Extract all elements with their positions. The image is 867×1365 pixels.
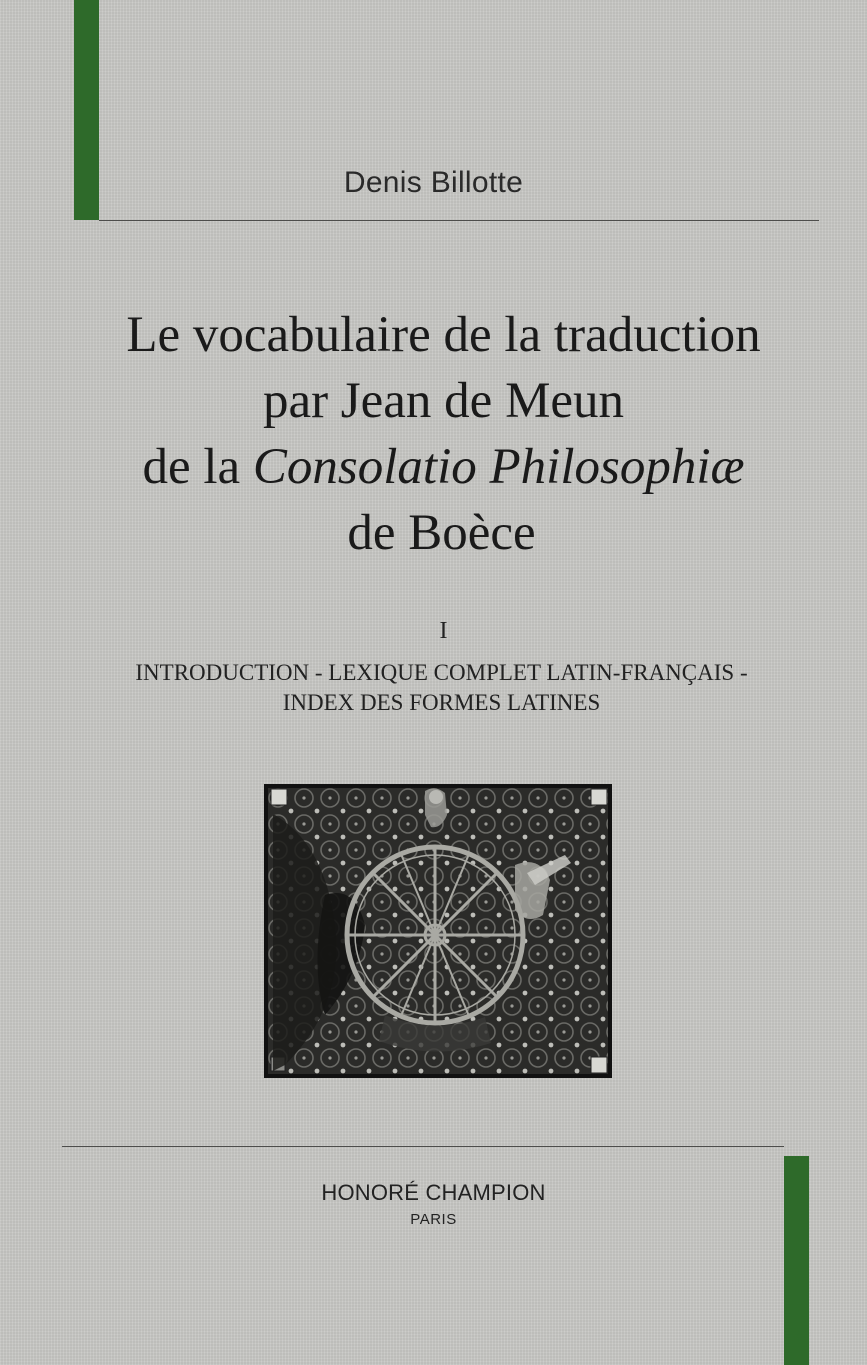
- book-title: [0, 302, 867, 566]
- title-line-3-italic: Consolatio Philosophiæ: [252, 439, 745, 495]
- wheel-of-fortune-illustration: [264, 784, 612, 1078]
- divider-bottom: [62, 1146, 784, 1147]
- volume-subtitle: [0, 658, 867, 718]
- subtitle-line-1: INTRODUCTION - LEXIQUE COMPLET LATIN-FRANÇAIS -: [135, 660, 748, 685]
- title-line-1: Le vocabulaire de la traduction: [126, 307, 761, 363]
- author-name: Denis Billotte: [343, 166, 524, 199]
- divider-top: [99, 220, 819, 221]
- volume-number: I: [439, 618, 448, 644]
- title-line-4: de Boèce: [347, 505, 536, 561]
- illustration-svg: [265, 785, 611, 1077]
- title-line-3: [0, 434, 867, 500]
- title-line-2: par Jean de Meun: [262, 373, 625, 429]
- publisher-city: PARIS: [410, 1211, 457, 1228]
- subtitle-line-2: INDEX DES FORMES LATINES: [282, 690, 601, 715]
- title-line-3-prefix: de la: [142, 439, 253, 495]
- publisher-name: HONORÉ CHAMPION: [321, 1180, 546, 1205]
